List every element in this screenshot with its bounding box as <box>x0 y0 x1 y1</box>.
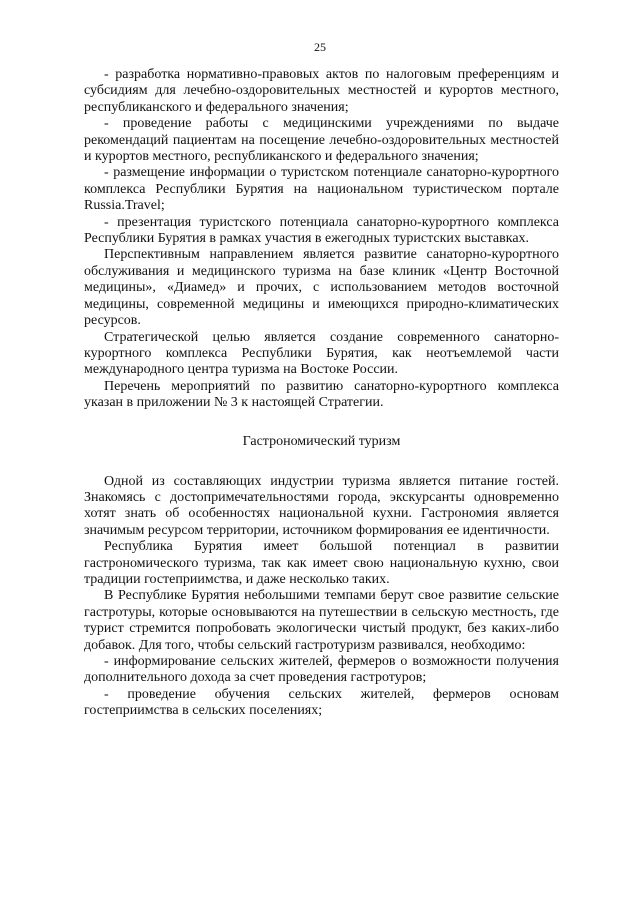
page-number: 25 <box>314 40 326 54</box>
paragraph-bullet-informing: - информирование сельских жителей, фермеров о возможности получения дополнительного дохода за счет проведения гастротуров; <box>84 654 559 686</box>
paragraph-perspective-direction: Перспективным направлением является развитие санаторно-курортного обслуживания и медицинского туризма на базе клиник «Центр Восточной медицины», «Диамед» и прочих, с использованием методов восточной медицины, современной медицины и имеющихся природно-климатических ресурсов. <box>84 247 559 329</box>
section-heading: Гастрономический туризм <box>242 433 401 449</box>
paragraph-bullet-presentation: - презентация туристского потенциала санаторно-курортного комплекса Республики Бурятия в рамках участия в ежегодных туристских выставках. <box>84 214 559 247</box>
paragraph-bullet-russia-travel: - размещение информации о туристском потенциале санаторно-курортного комплекса Республики Бурятия на национальном туристическом портале Russia.Travel; <box>84 165 559 214</box>
paragraph-buryatia-potential: Республика Бурятия имеет большой потенциал в развитии гастрономического туризма, так как имеет свою национальную кухню, свои традиции гостеприимства, и даже несколько таких. <box>84 539 559 587</box>
paragraph-activities-list: Перечень мероприятий по развитию санаторно-курортного комплекса указан в приложении № 3 к настоящей Стратегии. <box>84 378 559 411</box>
paragraph-tourism-food: Одной из составляющих индустрии туризма является питание гостей. Знакомясь с достопримечательностями города, экскурсанты одновременно хотят знать об особенностях национальной кухни. Гастрономия является значимым ресурсом территории, источником формирования ее идентичности. <box>84 473 559 538</box>
paragraph-bullet-legal-acts: - разработка нормативно-правовых актов по налоговым преференциям и субсидиям для лечебно-оздоровительных местностей и курортов местного, республиканского и федерального значения; <box>84 67 559 115</box>
document-body <box>84 67 559 720</box>
paragraph-bullet-training: - проведение обучения сельских жителей, фермеров основам гостеприимства в сельских поселениях; <box>84 686 559 719</box>
paragraph-strategic-goal: Стратегической целью является создание современного санаторно-курортного комплекса Республики Бурятия, как неотъемлемой части международного центра туризма на Востоке России. <box>84 329 559 378</box>
paragraph-rural-gastrotours: В Республике Бурятия небольшими темпами берут свое развитие сельские гастротуры, которые основываются на путешествии в сельскую местность, где турист стремится попробовать экологически чистый продукт, без каких-либо добавок. Для того, чтобы сельский гастротуризм развивался, необходимо: <box>84 588 559 653</box>
paragraph-bullet-medical-institutions: - проведение работы с медицинскими учреждениями по выдаче рекомендаций пациентам на посещение лечебно-оздоровительных местностей и курортов местного, республиканского и федерального значения; <box>84 116 559 165</box>
